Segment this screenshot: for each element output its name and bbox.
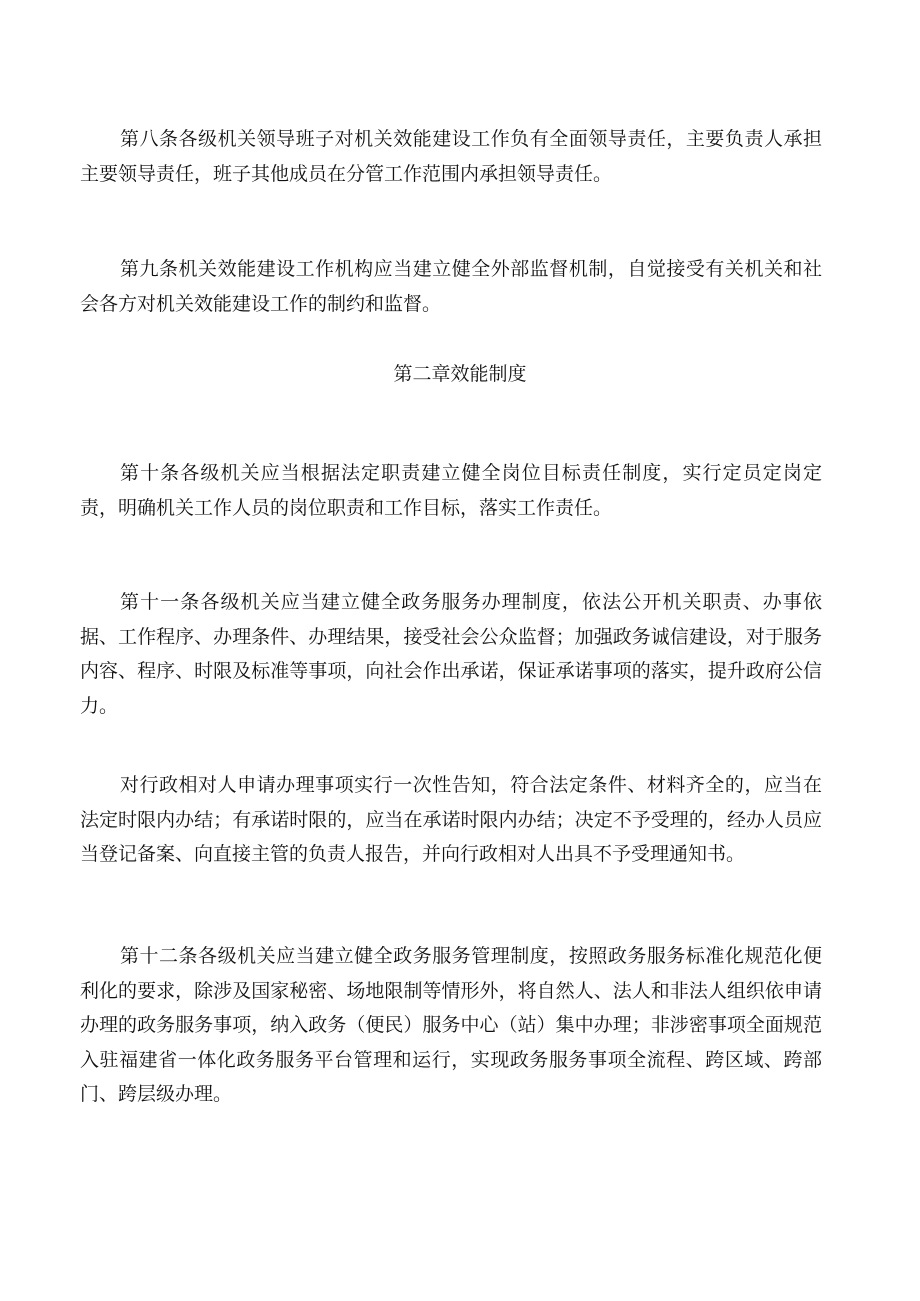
article-8-paragraph: 第八条各级机关领导班子对机关效能建设工作负有全面领导责任，主要负责人承担主要领导责任，班子其他成员在分管工作范围内承担领导责任。: [80, 128, 822, 185]
article-12-paragraph: 第十二条各级机关应当建立健全政务服务管理制度，按照政务服务标准化规范化便利化的要求，除涉及国家秘密、场地限制等情形外，将自然人、法人和非法人组织依申请办理的政务服务事项，纳入政务（便民）服务中心（站）集中办理；非涉密事项全面规范入驻福建省一体化政务服务平台管理和运行，实现政务服务事项全流程、跨区域、跨部门、跨层级办理。: [80, 945, 822, 1106]
article-10-paragraph: 第十条各级机关应当根据法定职责建立健全岗位目标责任制度，实行定员定岗定责，明确机关工作人员的岗位职责和工作目标，落实工作责任。: [80, 462, 822, 519]
article-11-paragraph: 第十一条各级机关应当建立健全政务服务办理制度，依法公开机关职责、办事依据、工作程序、办理条件、办理结果，接受社会公众监督；加强政务诚信建设，对于服务内容、程序、时限及标准等事项，向社会作出承诺，保证承诺事项的落实，提升政府公信力。: [80, 591, 822, 717]
chapter-2-heading: 第二章效能制度: [393, 363, 527, 385]
article-11-second-paragraph: 对行政相对人申请办理事项实行一次性告知，符合法定条件、材料齐全的，应当在法定时限内办结；有承诺时限的，应当在承诺时限内办结；决定不予受理的，经办人员应当登记备案、向直接主管的负责人报告，并向行政相对人出具不予受理通知书。: [80, 774, 822, 866]
article-9-paragraph: 第九条机关效能建设工作机构应当建立健全外部监督机制，自觉接受有关机关和社会各方对机关效能建设工作的制约和监督。: [80, 258, 822, 315]
